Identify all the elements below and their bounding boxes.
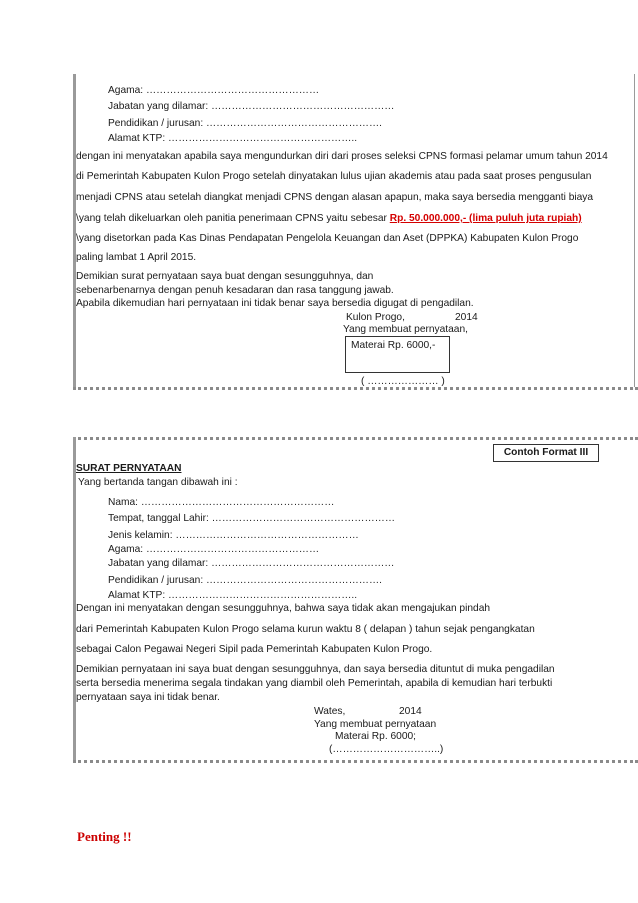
cost-line-prefix: \yang telah dikeluarkan oleh panitia penerimaan CPNS yaitu sebesar xyxy=(76,213,387,224)
field-pendidikan-2: Pendidikan / jurusan: ……………………………………………. xyxy=(108,575,382,586)
statement-intro: Yang bertanda tangan dibawah ini : xyxy=(78,477,238,488)
field-nama: Nama: ………………………………………………… xyxy=(108,497,335,508)
s1-materai-stamp xyxy=(345,336,450,373)
field-jabatan-2: Jabatan yang dilamar: ……………………………………………… xyxy=(108,558,395,569)
s1-name-blank: ( ………………… ) xyxy=(361,376,445,387)
s1-closing-line-1: Demikian surat pernyataan saya buat dengan sesungguhnya, dan xyxy=(76,271,374,282)
s1-paragraph-line-1: dengan ini menyatakan apabila saya mengundurkan diri dari proses seleksi CPNS formasi pelamar umum tahun 2014 xyxy=(76,151,608,162)
s2-paragraph-line-1: Dengan ini menyatakan dengan sesungguhnya, bahwa saya tidak akan mengajukan pindah xyxy=(76,603,491,614)
s2-signer: Yang membuat pernyataan xyxy=(314,719,437,730)
important-note: Penting !! xyxy=(77,829,132,844)
s1-materai-label: Materai Rp. 6000,- xyxy=(351,340,436,351)
s2-year: 2014 xyxy=(399,706,422,717)
s1-place: Kulon Progo, xyxy=(346,312,405,323)
section2-top-divider xyxy=(73,437,638,440)
cost-amount: Rp. 50.000.000,- (lima puluh juta rupiah) xyxy=(389,213,582,224)
s2-closing-line-1: Demikian pernyataan ini saya buat dengan sesungguhnya, dan saya bersedia dituntut di muka pengadilan xyxy=(76,664,555,675)
s2-name-blank: (…………………………..) xyxy=(329,744,444,755)
s2-closing-line-2: serta bersedia menerima segala tindakan yang diambil oleh Pemerintah, apabila di kemudian hari terbukti xyxy=(76,678,553,689)
field-jabatan: Jabatan yang dilamar: ……………………………………………… xyxy=(108,101,395,112)
s1-paragraph-line-5: \yang disetorkan pada Kas Dinas Pendapatan Pengelola Keuangan dan Aset (DPPKA) Kabupaten Kulon Progo xyxy=(76,233,579,244)
s2-paragraph-line-2: dari Pemerintah Kabupaten Kulon Progo selama kurun waktu 8 ( delapan ) tahun sejak pengangkatan xyxy=(76,624,535,635)
s1-paragraph-line-4 xyxy=(76,212,582,225)
field-alamat: Alamat KTP: ……………………………………………….. xyxy=(108,133,358,144)
s1-signer: Yang membuat pernyataan, xyxy=(343,324,468,335)
format-badge: Contoh Format III xyxy=(493,444,599,462)
section2-left-border xyxy=(73,437,76,760)
s2-paragraph-line-3: sebagai Calon Pegawai Negeri Sipil pada Pemerintah Kabupaten Kulon Progo. xyxy=(76,644,433,655)
field-alamat-2: Alamat KTP: ……………………………………………….. xyxy=(108,590,358,601)
s2-materai-label: Materai Rp. 6000; xyxy=(335,731,416,742)
section1-left-border xyxy=(73,74,76,387)
field-jenis-kelamin: Jenis kelamin: ……………………………………………… xyxy=(108,530,359,541)
s1-closing-line-2: sebenarbenarnya dengan penuh kesadaran dan rasa tanggung jawab. xyxy=(76,285,394,296)
section1-bottom-divider xyxy=(73,387,638,390)
s1-closing-line-3: Apabila dikemudian hari pernyataan ini tidak benar saya bersedia digugat di pengadilan. xyxy=(76,298,474,309)
s1-year: 2014 xyxy=(455,312,478,323)
section2-bottom-divider xyxy=(73,760,638,763)
field-agama: Agama: …………………………………………… xyxy=(108,85,320,96)
s1-paragraph-line-3: menjadi CPNS atau setelah diangkat menjadi CPNS dengan alasan apapun, maka saya bersedia mengganti biaya xyxy=(76,192,594,203)
s2-closing-line-3: pernyataan saya ini tidak benar. xyxy=(76,692,220,703)
s1-paragraph-line-6: paling lambat 1 April 2015. xyxy=(76,252,197,263)
section1-right-border xyxy=(634,74,638,387)
field-pendidikan: Pendidikan / jurusan: ……………………………………………. xyxy=(108,118,382,129)
field-ttl: Tempat, tanggal Lahir: ……………………………………………… xyxy=(108,513,396,524)
field-agama-2: Agama: …………………………………………… xyxy=(108,544,320,555)
s2-place: Wates, xyxy=(314,706,346,717)
statement-title: SURAT PERNYATAAN xyxy=(76,463,182,474)
s1-paragraph-line-2: di Pemerintah Kabupaten Kulon Progo setelah dinyatakan lulus ujian akademis atau pada saat proses pengusulan xyxy=(76,171,592,182)
